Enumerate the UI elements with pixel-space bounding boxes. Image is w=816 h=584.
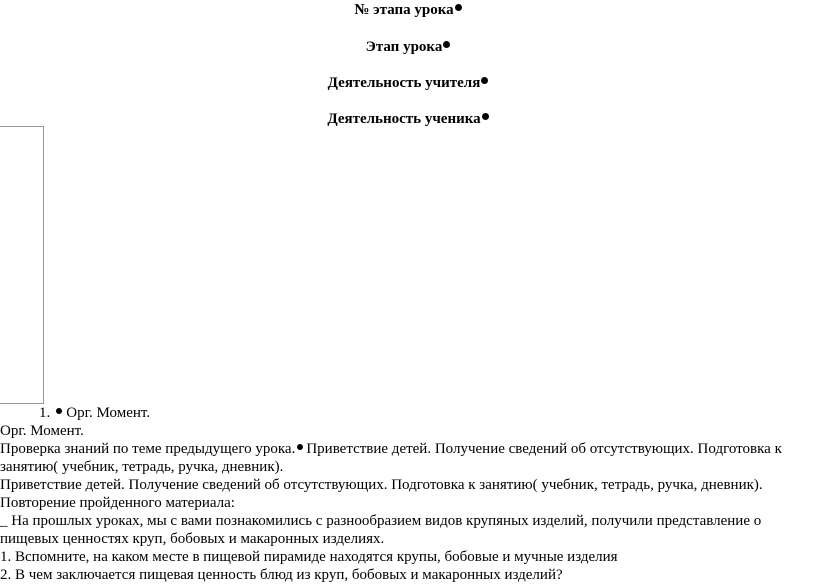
header-stage-number-text: № этапа урока	[354, 2, 454, 18]
lesson-body	[0, 404, 814, 584]
bullet-icon	[482, 113, 489, 120]
question-2: 2. В чем заключается пищевая ценность блюд из круп, бобовых и макаронных изделий?	[0, 567, 563, 583]
question-1: 1. Вспомните, на каком месте в пищевой пирамиде находятся крупы, бобовые и мучные изделия	[0, 549, 618, 565]
greeting-paragraph: Приветствие детей. Получение сведений об отсутствующих. Подготовка к занятию( учебник, тетрадь, ручка, дневник).	[0, 477, 763, 493]
org-moment: Орг. Момент.	[0, 423, 84, 439]
header-teacher-activity-text: Деятельность учителя	[327, 75, 481, 91]
bullet-icon	[455, 4, 462, 11]
list-item-text: Орг. Момент.	[66, 405, 151, 421]
check-knowledge-paragraph	[0, 440, 814, 476]
bullet-icon	[443, 41, 450, 48]
greeting-inline-text: Приветствие детей. Получение сведений об отсутствующих. Подготовка к занятию( учебник, тетрадь, ручка, дневник).	[0, 441, 782, 475]
list-number: 1.	[39, 405, 51, 421]
check-knowledge-text: Проверка знаний по теме предыдущего урока.	[0, 441, 296, 457]
bullet-icon	[481, 77, 488, 84]
header-student-activity-text: Деятельность ученика	[327, 111, 481, 127]
review-heading: Повторение пройденного материала:	[0, 495, 235, 511]
header-teacher-activity	[0, 74, 816, 92]
intro-paragraph: _ На прошлых уроках, мы с вами познакомились с разнообразием видов крупяных изделий, получили представление о пищевых ценностях круп, бобовых и макаронных изделиях.	[0, 513, 762, 547]
list-item	[0, 404, 814, 422]
bullet-icon	[56, 408, 62, 414]
header-stage-number	[0, 1, 816, 19]
header-stage-text: Этап урока	[365, 39, 443, 55]
table-cell-frame	[0, 126, 44, 404]
header-student-activity	[0, 110, 816, 128]
bullet-icon	[297, 444, 303, 450]
header-stage	[0, 38, 816, 56]
